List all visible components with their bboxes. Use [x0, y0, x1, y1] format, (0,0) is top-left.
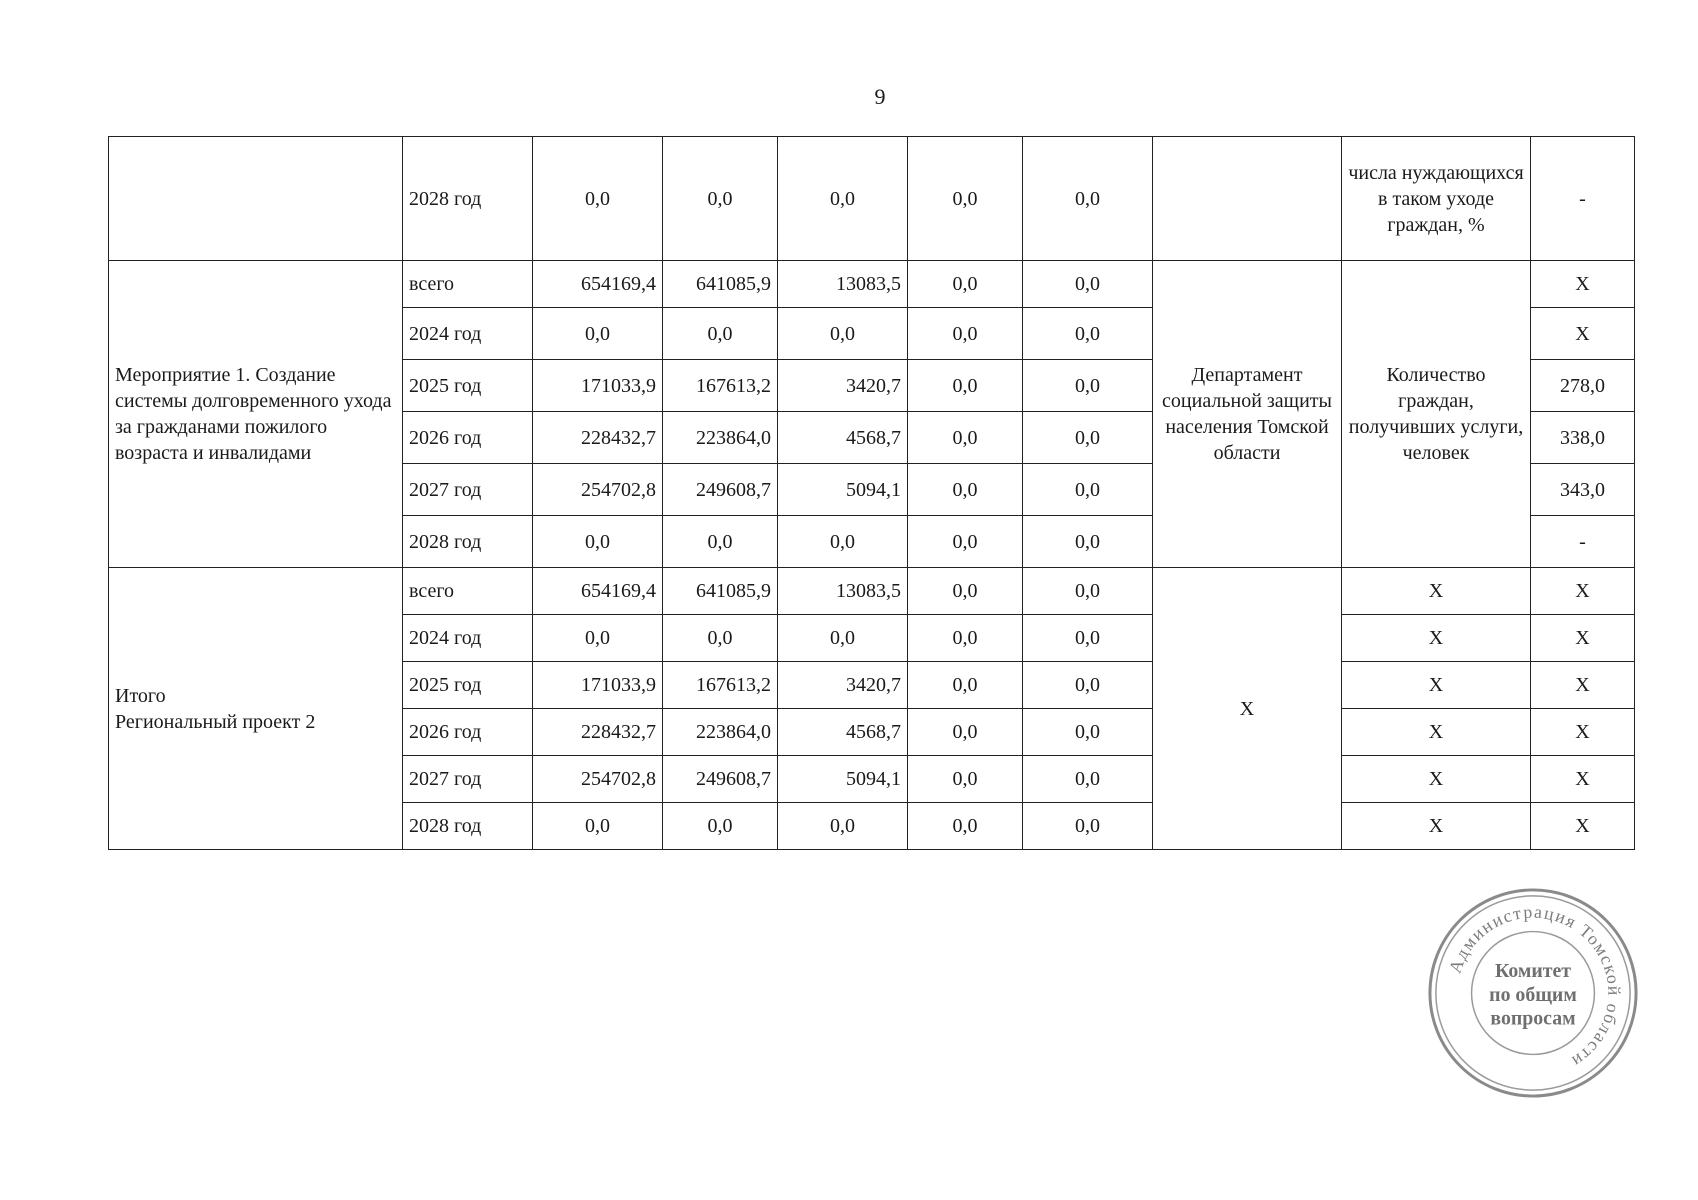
- value-cell: 167613,2: [663, 360, 778, 412]
- value-cell: 0,0: [778, 516, 908, 568]
- executor-cell: X: [1153, 568, 1342, 850]
- value-cell: 0,0: [908, 137, 1023, 261]
- indicator-cell: Количество граждан, получивших услуги, человек: [1342, 261, 1531, 568]
- value-cell: 0,0: [1023, 261, 1153, 308]
- indicator-cell: X: [1342, 662, 1531, 709]
- value-cell: 4568,7: [778, 412, 908, 464]
- value-cell: 171033,9: [533, 360, 663, 412]
- value-cell: 3420,7: [778, 662, 908, 709]
- budget-table: [108, 136, 1635, 850]
- value-cell: 654169,4: [533, 261, 663, 308]
- value-cell: 223864,0: [663, 709, 778, 756]
- stamp-ring-text: Администрация Томской области: [1444, 901, 1625, 1073]
- value-cell: 13083,5: [778, 261, 908, 308]
- total-label: Итого: [115, 684, 166, 707]
- indicator-cell: X: [1342, 803, 1531, 850]
- value-cell: 228432,7: [533, 412, 663, 464]
- value-cell: 249608,7: [663, 464, 778, 516]
- total-name-cell: [109, 568, 403, 850]
- indicator-value-cell: 278,0: [1531, 360, 1635, 412]
- value-cell: 0,0: [1023, 568, 1153, 615]
- stamp-line-3: вопросам: [1490, 1007, 1576, 1030]
- year-cell: 2028 год: [403, 803, 533, 850]
- value-cell: 0,0: [908, 756, 1023, 803]
- indicator-cell: X: [1342, 709, 1531, 756]
- indicator-value-cell: X: [1531, 756, 1635, 803]
- value-cell: 0,0: [908, 308, 1023, 360]
- indicator-value-cell: -: [1531, 137, 1635, 261]
- value-cell: 0,0: [1023, 412, 1153, 464]
- value-cell: 13083,5: [778, 568, 908, 615]
- value-cell: 0,0: [908, 568, 1023, 615]
- indicator-value-cell: X: [1531, 308, 1635, 360]
- value-cell: 641085,9: [663, 568, 778, 615]
- value-cell: 0,0: [1023, 464, 1153, 516]
- indicator-value-cell: X: [1531, 803, 1635, 850]
- year-cell: 2027 год: [403, 464, 533, 516]
- value-cell: 0,0: [1023, 615, 1153, 662]
- value-cell: 0,0: [1023, 308, 1153, 360]
- value-cell: 0,0: [533, 137, 663, 261]
- value-cell: 228432,7: [533, 709, 663, 756]
- value-cell: 0,0: [1023, 756, 1153, 803]
- value-cell: 0,0: [778, 137, 908, 261]
- empty-cell: [109, 137, 403, 261]
- table-row: [109, 137, 1635, 261]
- official-stamp: [1424, 884, 1642, 1102]
- value-cell: 0,0: [908, 803, 1023, 850]
- year-cell: всего: [403, 261, 533, 308]
- project-label: Региональный проект 2: [115, 710, 316, 733]
- value-cell: 0,0: [908, 662, 1023, 709]
- indicator-value-cell: 338,0: [1531, 412, 1635, 464]
- empty-cell: [1153, 137, 1342, 261]
- year-cell: 2027 год: [403, 756, 533, 803]
- indicator-value-cell: 343,0: [1531, 464, 1635, 516]
- value-cell: 654169,4: [533, 568, 663, 615]
- value-cell: 0,0: [778, 308, 908, 360]
- indicator-value-cell: X: [1531, 709, 1635, 756]
- year-cell: 2026 год: [403, 709, 533, 756]
- value-cell: 254702,8: [533, 464, 663, 516]
- indicator-value-cell: X: [1531, 261, 1635, 308]
- indicator-cell: X: [1342, 756, 1531, 803]
- value-cell: 0,0: [533, 516, 663, 568]
- value-cell: 0,0: [908, 615, 1023, 662]
- activity-name-cell: Мероприятие 1. Создание системы долговременного ухода за гражданами пожилого возраста и инвалидами: [109, 261, 403, 568]
- value-cell: 641085,9: [663, 261, 778, 308]
- value-cell: 0,0: [908, 464, 1023, 516]
- year-cell: 2025 год: [403, 360, 533, 412]
- indicator-value-cell: X: [1531, 568, 1635, 615]
- value-cell: 0,0: [663, 516, 778, 568]
- executor-cell: Департамент социальной защиты населения Томской области: [1153, 261, 1342, 568]
- indicator-cell: числа нуждающихся в таком уходе граждан, %: [1342, 137, 1531, 261]
- value-cell: 0,0: [778, 615, 908, 662]
- stamp-line-1: Комитет: [1494, 960, 1572, 983]
- year-cell: 2024 год: [403, 615, 533, 662]
- value-cell: 0,0: [663, 308, 778, 360]
- value-cell: 0,0: [778, 803, 908, 850]
- value-cell: 167613,2: [663, 662, 778, 709]
- value-cell: 254702,8: [533, 756, 663, 803]
- year-cell: 2028 год: [403, 137, 533, 261]
- year-cell: 2026 год: [403, 412, 533, 464]
- value-cell: 0,0: [533, 615, 663, 662]
- table-row: [109, 568, 1635, 615]
- value-cell: 0,0: [533, 803, 663, 850]
- value-cell: 3420,7: [778, 360, 908, 412]
- year-cell: 2028 год: [403, 516, 533, 568]
- value-cell: 0,0: [1023, 662, 1153, 709]
- value-cell: 0,0: [533, 308, 663, 360]
- table-row: [109, 261, 1635, 308]
- value-cell: 0,0: [1023, 360, 1153, 412]
- indicator-value-cell: -: [1531, 516, 1635, 568]
- value-cell: 0,0: [663, 803, 778, 850]
- indicator-cell: X: [1342, 568, 1531, 615]
- value-cell: 0,0: [1023, 803, 1153, 850]
- value-cell: 0,0: [908, 412, 1023, 464]
- value-cell: 0,0: [1023, 516, 1153, 568]
- value-cell: 0,0: [663, 137, 778, 261]
- value-cell: 5094,1: [778, 464, 908, 516]
- year-cell: 2025 год: [403, 662, 533, 709]
- indicator-value-cell: X: [1531, 615, 1635, 662]
- value-cell: 0,0: [908, 261, 1023, 308]
- value-cell: 0,0: [663, 615, 778, 662]
- year-cell: всего: [403, 568, 533, 615]
- value-cell: 0,0: [908, 360, 1023, 412]
- year-cell: 2024 год: [403, 308, 533, 360]
- page-number: 9: [874, 84, 886, 109]
- stamp-line-2: по общим: [1489, 983, 1577, 1006]
- value-cell: 0,0: [1023, 709, 1153, 756]
- indicator-value-cell: X: [1531, 662, 1635, 709]
- value-cell: 249608,7: [663, 756, 778, 803]
- value-cell: 5094,1: [778, 756, 908, 803]
- value-cell: 0,0: [908, 516, 1023, 568]
- value-cell: 4568,7: [778, 709, 908, 756]
- value-cell: 0,0: [908, 709, 1023, 756]
- value-cell: 223864,0: [663, 412, 778, 464]
- indicator-cell: X: [1342, 615, 1531, 662]
- value-cell: 0,0: [1023, 137, 1153, 261]
- value-cell: 171033,9: [533, 662, 663, 709]
